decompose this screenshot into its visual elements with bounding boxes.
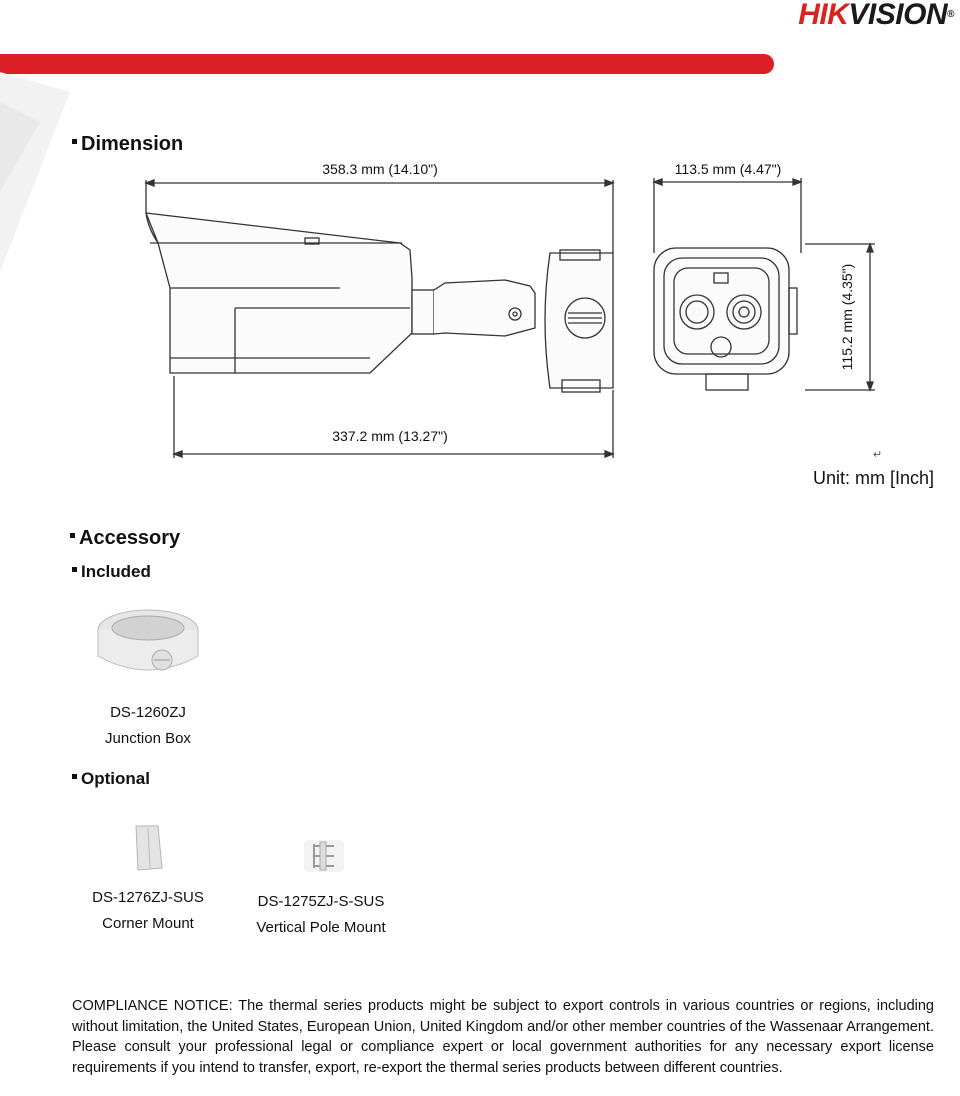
dimension-heading bbox=[72, 133, 183, 156]
accessory-heading-text: Accessory bbox=[79, 527, 181, 549]
header-red-bar bbox=[0, 54, 774, 74]
dim-height: 115.2 mm (4.35") bbox=[839, 263, 855, 371]
included-item-caption bbox=[78, 700, 218, 752]
watermark-shape bbox=[0, 72, 110, 282]
bullet-icon bbox=[70, 533, 75, 538]
optional-heading-text: Optional bbox=[81, 769, 150, 788]
unit-label: Unit: mm [Inch] bbox=[812, 468, 934, 488]
included-item-model: DS-1260ZJ bbox=[110, 704, 186, 721]
dim-width: 113.5 mm (4.47") bbox=[674, 161, 782, 177]
logo-registered: ® bbox=[947, 9, 954, 20]
bullet-icon bbox=[72, 567, 77, 572]
accessory-heading bbox=[70, 527, 180, 550]
optional-item-1-caption bbox=[78, 885, 218, 937]
optional-heading bbox=[72, 769, 150, 789]
camera-dimension-drawing bbox=[140, 158, 883, 463]
bullet-icon bbox=[72, 139, 77, 144]
optional-item-2-model: DS-1275ZJ-S-SUS bbox=[257, 893, 385, 910]
optional-item-1-model: DS-1276ZJ-SUS bbox=[92, 889, 204, 906]
dimension-heading-text: Dimension bbox=[81, 133, 184, 155]
included-heading bbox=[72, 562, 151, 582]
optional-item-2-name: Vertical Pole Mount bbox=[256, 919, 386, 936]
return-mark: ↵ bbox=[873, 449, 883, 461]
bullet-icon bbox=[72, 774, 77, 779]
included-heading-text: Included bbox=[81, 562, 151, 581]
optional-item-2-caption bbox=[236, 889, 406, 941]
compliance-notice: COMPLIANCE NOTICE: The thermal series products might be subject to export controls in various countries or regions, including without limitation, the United States, European Union, United Kingdom and/or other member countries of the Wassenaar Arrangement. Please consult your professional legal or compliance expert or local government authorities for any necessary export license requirements if you intend to transfer, export, re-export the thermal series products between different countries. bbox=[72, 998, 934, 1076]
logo-hik: HIK bbox=[798, 0, 849, 31]
included-item-name: Junction Box bbox=[105, 730, 191, 747]
hikvision-logo bbox=[798, 0, 954, 30]
dim-body-length: 337.2 mm (13.27") bbox=[332, 428, 448, 444]
logo-vision: VISION bbox=[848, 0, 948, 31]
dim-total-length: 358.3 mm (14.10") bbox=[322, 161, 438, 177]
corner-mount-image bbox=[128, 822, 168, 874]
optional-item-1-name: Corner Mount bbox=[102, 915, 194, 932]
pole-mount-image bbox=[300, 834, 348, 878]
junction-box-image bbox=[92, 600, 204, 686]
